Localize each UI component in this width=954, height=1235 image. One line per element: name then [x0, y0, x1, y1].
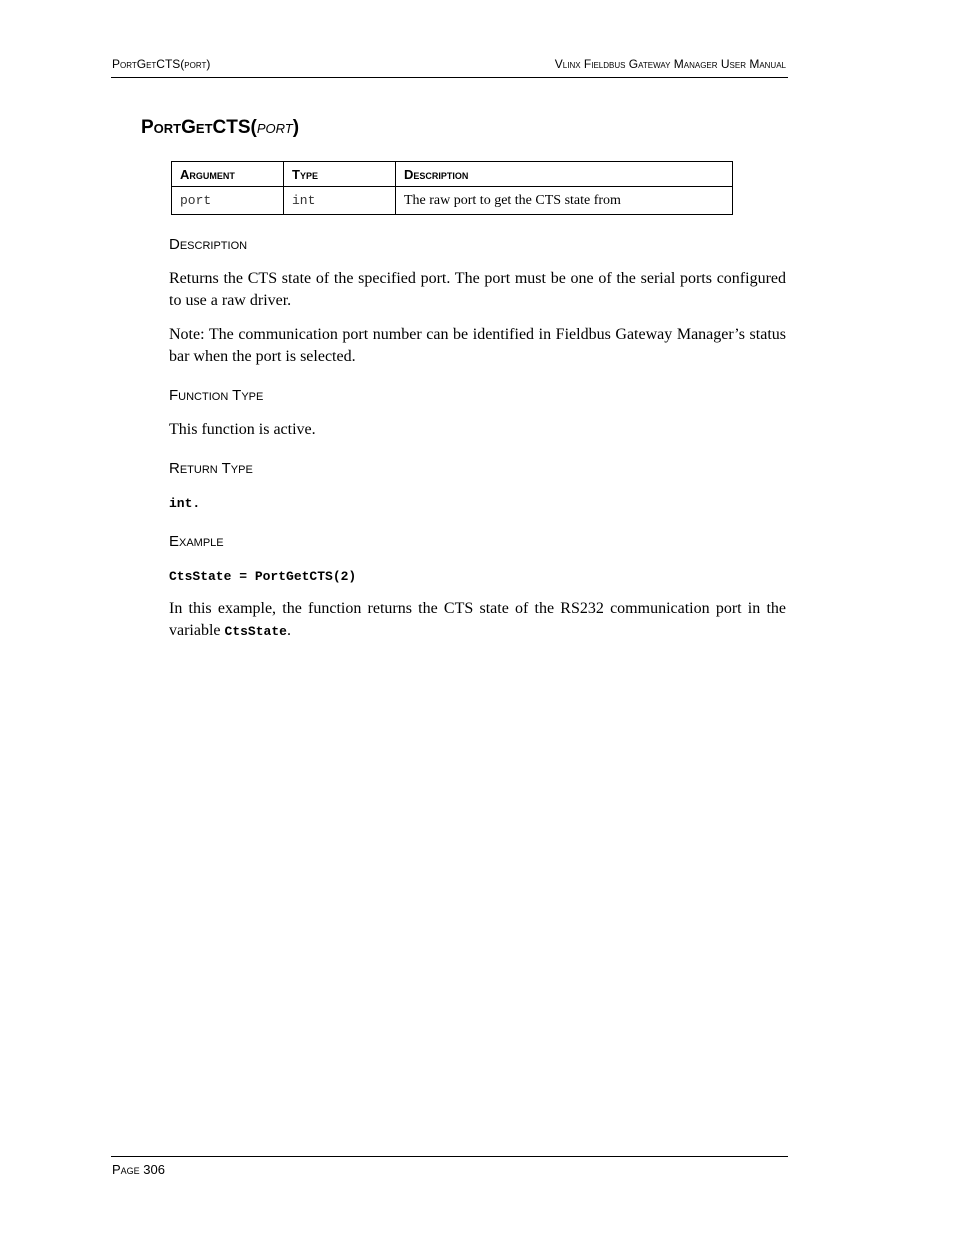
- table-cell-argument: port: [172, 187, 284, 215]
- example-heading: Example: [169, 533, 224, 550]
- title-name: PortGetCTS(: [141, 117, 257, 138]
- title-arg: port: [256, 117, 293, 138]
- example-paragraph: [169, 598, 786, 643]
- page-number: Page 306: [112, 1162, 165, 1177]
- page-header: [111, 55, 788, 78]
- return-type-heading: Return Type: [169, 460, 253, 477]
- function-type-heading: Function Type: [169, 387, 264, 404]
- example-text-after: .: [286, 622, 291, 639]
- table-cell-type: int: [284, 187, 396, 215]
- table-row: [172, 187, 733, 215]
- header-left: PortGetCTS(port): [112, 57, 211, 71]
- description-paragraph-2: Note: The communication port number can be identified in Fieldbus Gateway Manager’s status bar when the port is selected.: [169, 326, 786, 365]
- arguments-table: [171, 161, 733, 215]
- title-close: ): [292, 117, 300, 138]
- table-header-type: Type: [284, 162, 396, 187]
- example-text-before: In this example, the function returns the CTS state of the RS232 communication port in the variable: [169, 600, 786, 639]
- footer-divider: [111, 1156, 788, 1157]
- return-type-code: int.: [169, 496, 201, 511]
- example-inline-code: CtsState: [224, 624, 287, 639]
- example-code: CtsState = PortGetCTS(2): [169, 569, 357, 584]
- header-right: Vlinx Fieldbus Gateway Manager User Manual: [554, 57, 786, 71]
- function-type-text: This function is active.: [169, 421, 316, 438]
- page-title: [141, 117, 299, 139]
- table-cell-description: The raw port to get the CTS state from: [396, 187, 733, 215]
- description-heading: Description: [169, 236, 248, 253]
- description-paragraph-1: Returns the CTS state of the specified port. The port must be one of the serial ports configured to use a raw driver.: [169, 270, 786, 309]
- table-header-description: Description: [396, 162, 733, 187]
- table-header-argument: Argument: [172, 162, 284, 187]
- table-header-row: [172, 162, 733, 187]
